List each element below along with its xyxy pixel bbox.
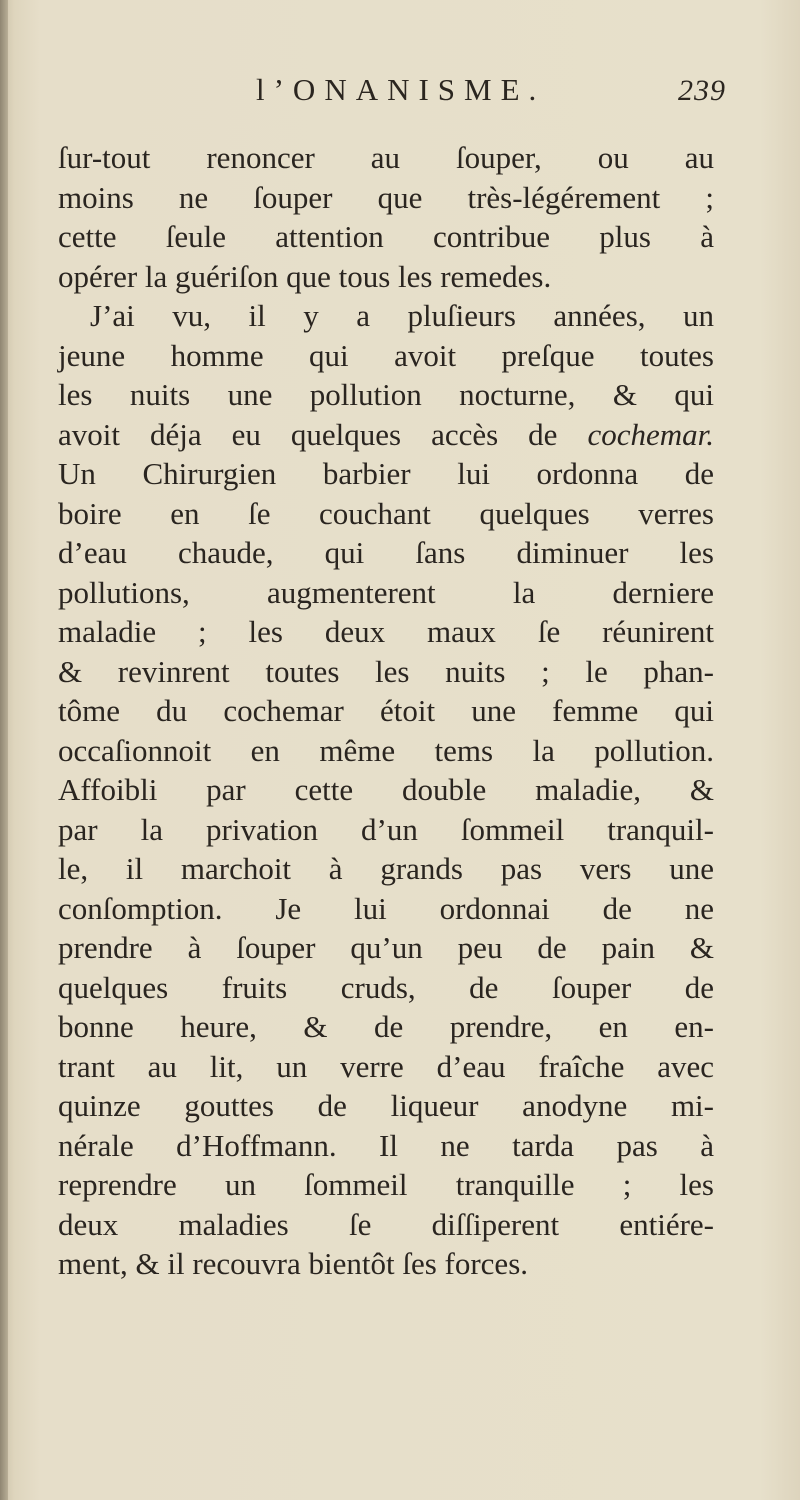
text-line: par la privation d’un ſommeil tranquil- [58, 811, 714, 847]
text-line: ment, & il recouvra bientôt ſes forces. [58, 1246, 529, 1281]
text-line: boire en ſe couchant quelques verres [58, 495, 714, 531]
text-segment: avoit déja eu quelques accès de [58, 416, 588, 452]
text-line-with-italic [58, 415, 714, 455]
body-text [58, 138, 714, 1284]
text-line: reprendre un ſommeil tranquille ; les [58, 1167, 714, 1202]
text-line: jeune homme qui avoit preſque toutes [58, 337, 714, 373]
text-line: les nuits une pollution nocturne, & qui [58, 377, 714, 412]
page-number: 239 [678, 74, 726, 107]
text-line: nérale d’Hoffmann. Il ne tarda pas à [58, 1127, 714, 1163]
text-line: d’eau chaude, qui ſans diminuer les [58, 535, 714, 570]
text-line: prendre à ſouper qu’un peu de pain & [58, 930, 714, 965]
running-title: l’ONANISME. [256, 72, 546, 107]
text-line: quinze gouttes de liqueur anodyne mi- [58, 1088, 714, 1123]
text-line: maladie ; les deux maux ſe réunirent [58, 614, 714, 649]
text-line: moins ne ſouper que très-légérement ; [58, 179, 714, 215]
text-line: cette ſeule attention contribue plus à [58, 219, 714, 254]
text-line: opérer la guériſon que tous les remedes. [58, 258, 552, 294]
text-line: occaſionnoit en même tems la pollution. [58, 732, 714, 768]
text-line: Affoibli par cette double maladie, & [58, 772, 714, 807]
text-line: trant au lit, un verre d’eau fraîche avec [58, 1048, 714, 1084]
binding-edge [0, 0, 8, 1500]
text-line: bonne heure, & de prendre, en en- [58, 1009, 714, 1044]
running-head [256, 72, 726, 116]
text-line: ſur-tout renoncer au ſouper, ou au [58, 140, 714, 175]
text-line: le, il marchoit à grands pas vers une [58, 851, 714, 886]
text-line: Un Chirurgien barbier lui ordonna de [58, 456, 714, 491]
text-line: deux maladies ſe diſſiperent entiére- [58, 1206, 714, 1242]
text-line: conſomption. Je lui ordonnai de ne [58, 890, 714, 926]
text-line: quelques fruits cruds, de ſouper de [58, 969, 714, 1005]
text-line: pollutions, augmenterent la derniere [58, 574, 714, 610]
italic-word: cochemar. [587, 416, 714, 452]
text-line: J’ai vu, il y a pluſieurs années, un [90, 298, 714, 333]
text-line: tôme du cochemar étoit une femme qui [58, 693, 714, 728]
text-line: & revinrent toutes les nuits ; le phan- [58, 653, 714, 689]
